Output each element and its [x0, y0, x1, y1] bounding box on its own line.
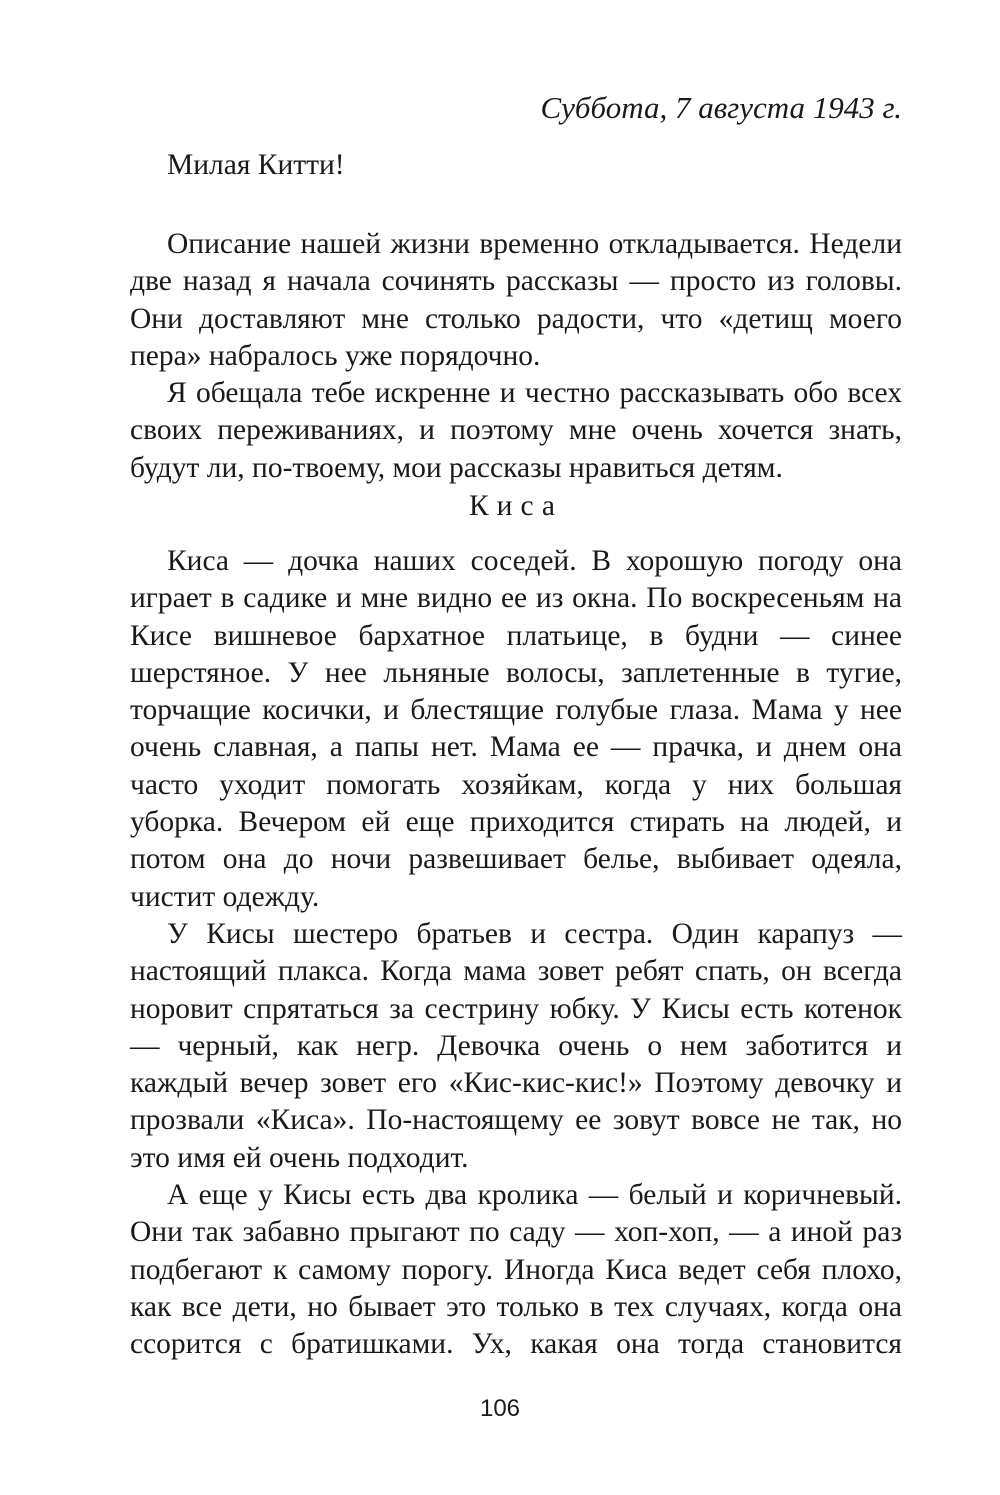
story-title: Киса [468, 490, 563, 522]
story-paragraph: У Кисы шестеро братьев и сестра. Один карапуз — настоящий плакса. Когда мама зовет ребят спать, он всегда норовит спрятаться за сестрину юбку. У Кисы есть котенок — черный, как негр. Девочка очень о нем заботится и каждый вечер зовет его «Кис-кис-кис!» Поэтому девочку и прозвали «Киса». По-настоящему ее зовут вовсе не так, но это имя ей очень подходит. [130, 917, 902, 1174]
salutation: Милая Китти! [167, 149, 345, 181]
story-paragraph: Киса — дочка наших соседей. В хорошую погоду она играет в садике и мне видно ее из окна. По воскресеньям на Кисе вишневое бархатное платьице, в будни — синее шерстяное. У нее льняные волосы, заплетенные в тугие, торчащие косички, и блестящие голубые глаза. Мама у нее очень славная, а папы нет. Мама ее — прачка, и днем она часто уходит помогать хозяйкам, когда у них большая уборка. Вечером ей еще приходится стирать на людей, и потом она до ночи развешивает белье, выбивает одеяла, чистит одежду. [130, 545, 902, 913]
letter-paragraph: Описание нашей жизни временно откладывается. Недели две назад я начала сочинять рассказы — просто из головы. Они доставляют мне столько радости, что «детищ моего пера» набралось уже порядочно. [130, 228, 902, 372]
story-paragraph: А еще у Кисы есть два кролика — белый и коричневый. Они так забавно прыгают по саду — хоп-хоп, — а иной раз подбегают к самому порогу. Иногда Киса ведет себя плохо, как все дети, но бывает это только в тех случаях, когда она ссорится с братишками. Ух, какая она тогда становится [130, 1179, 902, 1361]
story-body [130, 543, 902, 1364]
letter-paragraph: Я обещала тебе искренне и честно рассказывать обо всех своих переживаниях, и поэтому мне очень хочется знать, будут ли, по-твоему, мои рассказы нравиться детям. [130, 377, 902, 484]
diary-entry-date: Суббота, 7 августа 1943 г. [540, 90, 902, 125]
letter-body [130, 226, 902, 487]
page-number: 106 [479, 1395, 521, 1422]
